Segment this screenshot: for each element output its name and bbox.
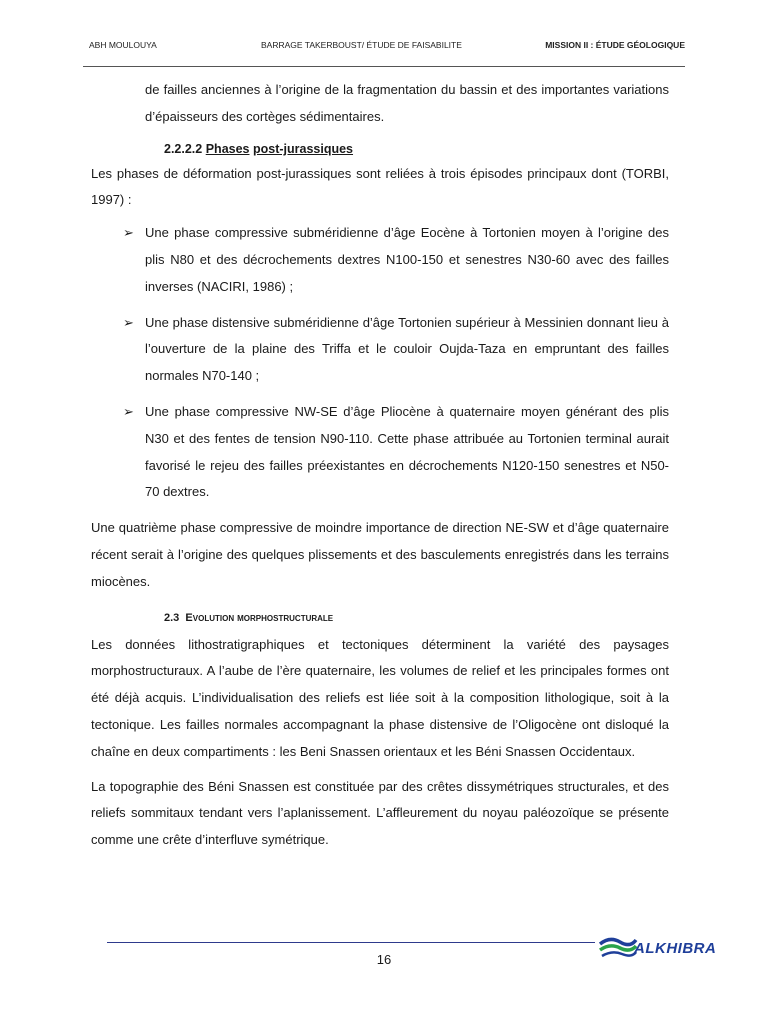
- page-number: 16: [376, 952, 392, 967]
- bullet-text: Une phase distensive subméridienne d’âge Tortonien supérieur à Messinien donnant lieu à l’ouverture de la plaine des Triffa et le couloir Oujda-Taza en empruntant des failles normales N70-140 ;: [145, 314, 669, 384]
- section-23-title: Evolution morphostructurale: [185, 611, 334, 624]
- section-2222-title-b: post-jurassiques: [252, 141, 354, 156]
- alkhibra-logo: [598, 930, 738, 962]
- page-body: [91, 77, 669, 854]
- morpho-paragraph-2: La topographie des Béni Snassen est constituée par des crêtes dissymétriques structurales, et des reliefs sommitaux tendant vers l’aplanissement. L’affleurement du noyau paléozoïque se présente comme une crête d’interfluve symétrique.: [91, 778, 669, 848]
- logo-text: ALKHIBRA: [634, 940, 717, 957]
- arrow-bullet-icon: ➢: [123, 225, 134, 241]
- header-right: MISSION II : ÉTUDE GÉOLOGIQUE: [545, 40, 685, 50]
- section-23-heading: [91, 608, 669, 628]
- bullet-text: Une phase compressive subméridienne d’âge Eocène à Tortonien moyen à l’origine des plis N80 et des décrochements dextres N100-150 et senestres N30-60 avec des failles inverses (NACIRI, 1986) ;: [145, 225, 669, 294]
- list-item: [91, 399, 669, 506]
- header-center: BARRAGE TAKERBOUST/ ÉTUDE DE FAISABILITE: [261, 40, 462, 50]
- fourth-phase-paragraph: Une quatrième phase compressive de moindre importance de direction NE-SW et d’âge quaternaire récent serait à l’origine des quelques plissements et des basculements enregistrés dans les terrains miocènes.: [91, 520, 669, 589]
- phases-intro: Les phases de déformation post-jurassiques sont reliées à trois épisodes principaux dont (TORBI, 1997) :: [91, 165, 669, 208]
- page-header: [83, 40, 685, 56]
- list-item: [91, 310, 669, 390]
- section-2222-title-a: Phases: [205, 141, 250, 156]
- arrow-bullet-icon: ➢: [123, 314, 134, 330]
- list-item: [91, 220, 669, 300]
- footer-divider: [107, 942, 595, 943]
- arrow-bullet-icon: ➢: [123, 403, 134, 419]
- header-divider: [83, 66, 685, 67]
- section-2222-heading: [91, 139, 669, 159]
- section-2222-number: 2.2.2.2: [164, 141, 203, 156]
- section-23-number: 2.3: [164, 611, 180, 624]
- header-left: ABH MOULOUYA: [89, 40, 157, 50]
- morpho-paragraph-1: Les données lithostratigraphiques et tectoniques déterminent la variété des paysages morphostructuraux. A l’aube de l’ère quaternaire, les volumes de relief et les principales formes ont été déjà acquis. L’individualisation des reliefs est liée soit à la composition lithologique, soit à la tectonique. Les failles normales accompagnant la phase distensive de l’Oligocène ont disloqué la chaîne en deux compartiments : les Beni Snassen orientaux et les Béni Snassen Occidentaux.: [91, 636, 669, 759]
- phases-list: [91, 220, 669, 506]
- logo-waves-icon: [598, 934, 638, 962]
- intro-continuation: de failles anciennes à l’origine de la fragmentation du bassin et des importantes variations d’épaisseurs des cortèges sédimentaires.: [145, 82, 669, 124]
- bullet-text: Une phase compressive NW-SE d’âge Pliocène à quaternaire moyen générant des plis N30 et des fentes de tension N90-110. Cette phase attribuée au Tortonien terminal aurait favorisé le rejeu des failles préexistantes en décrochements N120-150 senestres et N50-70 dextres.: [145, 403, 669, 500]
